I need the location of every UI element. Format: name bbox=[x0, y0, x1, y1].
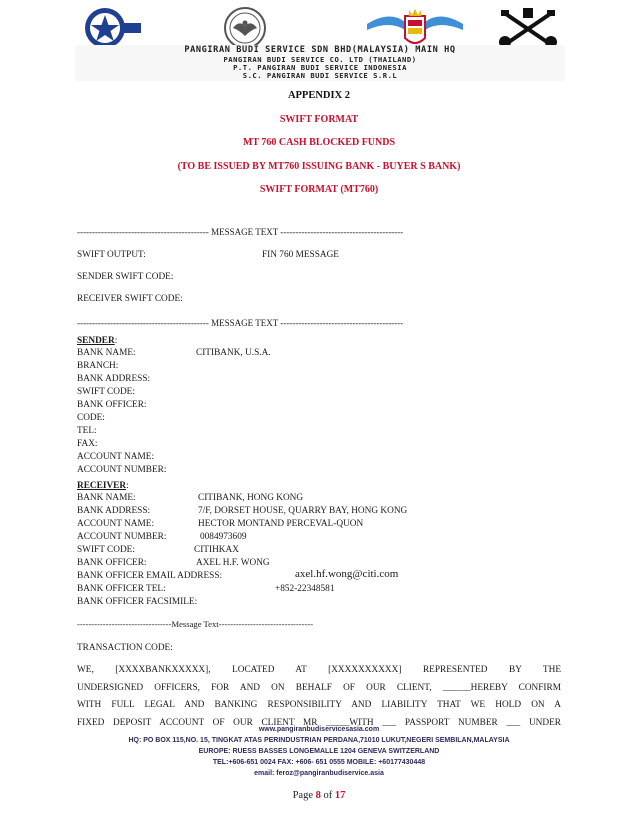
field-label: TEL: bbox=[77, 426, 97, 436]
field-value: 7/F, DORSET HOUSE, QUARRY BAY, HONG KONG bbox=[198, 506, 408, 516]
company-header bbox=[75, 45, 565, 81]
page-number bbox=[0, 790, 638, 801]
header-logo-strip bbox=[75, 6, 565, 50]
sender-swift-code-label: SENDER SWIFT CODE: bbox=[77, 272, 174, 282]
field-label: ACCOUNT NAME: bbox=[77, 452, 155, 462]
paragraph-line: UNDERSIGNED OFFICERS, FOR AND ON BEHALF OF OUR CLIENT, ______HEREBY CONFIRM bbox=[77, 682, 561, 693]
sender-heading: SENDER: bbox=[77, 336, 118, 346]
footer-phone: TEL:+606-651 0024 FAX: +606- 651 0555 MOBILE: +60177430448 bbox=[212, 759, 426, 766]
field-label: ACCOUNT NUMBER: bbox=[77, 532, 167, 542]
field-value: CITIBANK, HONG KONG bbox=[198, 493, 304, 503]
field-label: BANK OFFICER: bbox=[77, 558, 147, 568]
company-line: PANGIRAN BUDI SERVICE SDN BHD(MALAYSIA) MAIN HQ bbox=[184, 45, 456, 55]
paragraph-line: WE, [XXXXBANKXXXXX], LOCATED AT [XXXXXXXXXX] REPRESENTED BY THE bbox=[77, 665, 561, 675]
swift-output-label: SWIFT OUTPUT: bbox=[77, 250, 146, 260]
field-label: SWIFT CODE: bbox=[77, 545, 135, 555]
field-value: 0084973609 bbox=[200, 532, 247, 542]
footer-website[interactable]: www.pangiranbudiservicesasia.com bbox=[258, 726, 380, 733]
field-label: ACCOUNT NAME: bbox=[77, 519, 155, 529]
message-text-separator-small: ---------------------------------Message Text--------------------------------- bbox=[77, 619, 314, 629]
star-badge-logo bbox=[79, 6, 143, 50]
confirmation-paragraph bbox=[77, 662, 561, 732]
page-of: of bbox=[323, 790, 333, 801]
company-line: PANGIRAN BUDI SERVICE CO. LTD (THAILAND) bbox=[223, 55, 417, 64]
message-text-separator: -------------------------------------------- MESSAGE TEXT ----------------------------------------- bbox=[77, 227, 404, 237]
paragraph-line: FIXED DEPOSIT ACCOUNT OF OUR CLIENT MR _____WITH ___ PASSPORT NUMBER ___ UNDER bbox=[77, 717, 561, 728]
field-label: CODE: bbox=[77, 413, 105, 423]
field-label: BANK OFFICER TEL: bbox=[77, 584, 166, 594]
page-total: 17 bbox=[334, 790, 346, 801]
swift-format-title: SWIFT FORMAT bbox=[279, 114, 359, 125]
page-current: 8 bbox=[315, 790, 321, 801]
field-label: BANK ADDRESS: bbox=[77, 374, 151, 384]
page-prefix: Page bbox=[292, 790, 314, 801]
transaction-code-label: TRANSACTION CODE: bbox=[77, 643, 173, 653]
field-value: CITIBANK, U.S.A. bbox=[196, 348, 271, 358]
company-line: S.C. PANGIRAN BUDI SERVICE S.R.L bbox=[242, 71, 398, 80]
receiver-heading-text: RECEIVER bbox=[77, 481, 127, 491]
field-label: BANK ADDRESS: bbox=[77, 506, 151, 516]
field-label: BANK NAME: bbox=[77, 493, 136, 503]
field-label: FAX: bbox=[77, 439, 98, 449]
field-value: AXEL H.F. WONG bbox=[196, 558, 270, 568]
company-line: P.T. PANGIRAN BUDI SERVICE INDONESIA bbox=[233, 63, 407, 72]
receiver-swift-code-label: RECEIVER SWIFT CODE: bbox=[77, 294, 183, 304]
sender-heading-text: SENDER bbox=[77, 336, 115, 346]
field-value: CITIHKAX bbox=[194, 545, 239, 555]
officer-email[interactable]: axel.hf.wong@citi.com bbox=[295, 568, 399, 580]
appendix-title: APPENDIX 2 bbox=[287, 90, 351, 101]
paragraph-line: WITH FULL LEGAL AND BANKING RESPONSIBILITY AND LIABILITY THAT WE HOLD ON A bbox=[77, 700, 561, 710]
issued-by-title: (TO BE ISSUED BY MT760 ISSUING BANK - BUYER S BANK) bbox=[177, 161, 461, 172]
footer-hq-address: HQ: PO BOX 115,NO. 15, TINGKAT ATAS PERINDUSTRIAN PERDANA,71010 LUKUT,NEGERI SEMBILAN,MALAYSIA bbox=[128, 737, 510, 744]
field-label: BANK OFFICER EMAIL ADDRESS: bbox=[77, 571, 223, 581]
swift-output-value: FIN 760 MESSAGE bbox=[262, 250, 339, 260]
crossed-keys-logo bbox=[495, 6, 561, 50]
field-label: BANK OFFICER FACSIMILE: bbox=[77, 597, 198, 607]
field-label: ACCOUNT NUMBER: bbox=[77, 465, 167, 475]
field-label: BANK NAME: bbox=[77, 348, 136, 358]
field-label: BRANCH: bbox=[77, 361, 119, 371]
field-value: +852-22348581 bbox=[275, 584, 335, 594]
field-label: BANK OFFICER: bbox=[77, 400, 147, 410]
field-value: HECTOR MONTAND PERCEVAL-QUON bbox=[198, 519, 364, 529]
message-text-separator: -------------------------------------------- MESSAGE TEXT ----------------------------------------- bbox=[77, 318, 404, 328]
footer-email[interactable]: email: feroz@pangiranbudiservice.asia bbox=[254, 770, 384, 777]
royal-crest-logo bbox=[365, 6, 465, 50]
receiver-heading: RECEIVER: bbox=[77, 481, 129, 491]
footer-contact bbox=[85, 724, 553, 790]
footer-europe-address: EUROPE: RUESS BASSES LONGEMALLE 1204 GENEVA SWITZERLAND bbox=[198, 748, 440, 755]
eagle-seal-logo bbox=[215, 6, 275, 50]
mt760-title: MT 760 CASH BLOCKED FUNDS bbox=[242, 137, 396, 148]
field-label: SWIFT CODE: bbox=[77, 387, 135, 397]
swift-format-mt760-title: SWIFT FORMAT (MT760) bbox=[259, 184, 379, 195]
